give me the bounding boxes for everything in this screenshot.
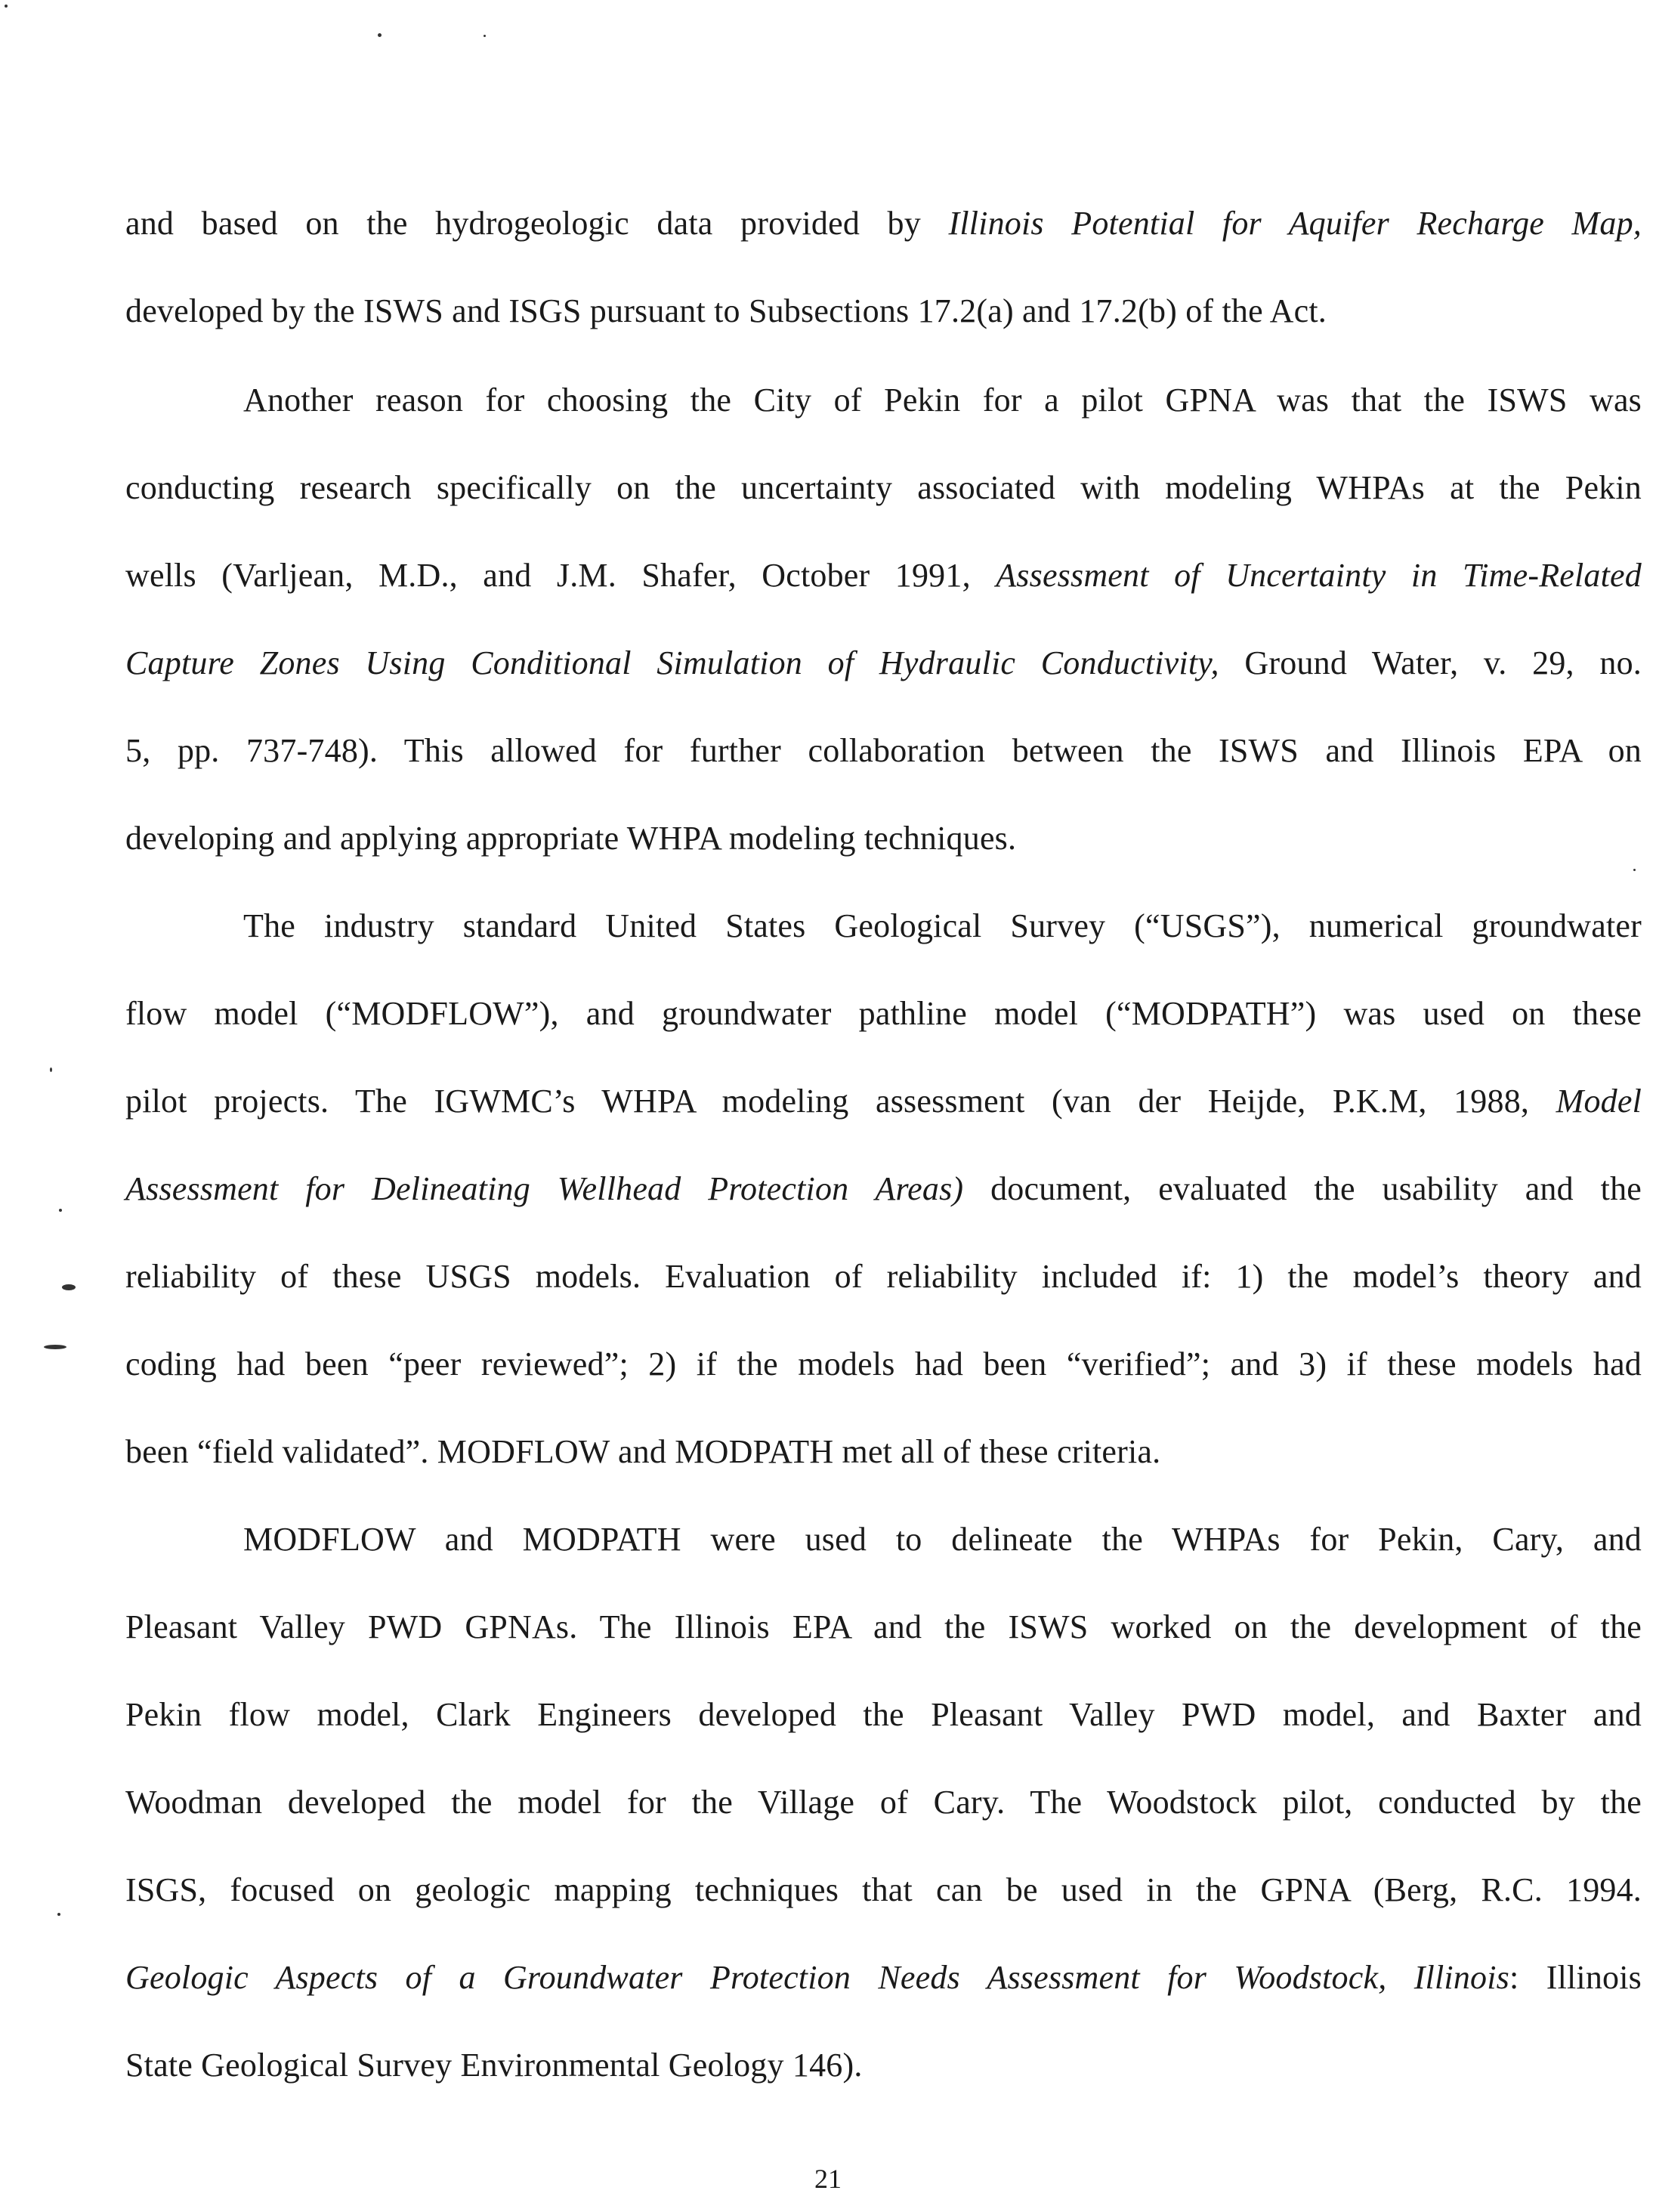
paragraph-3-line-1: The industry standard United States Geological Survey (“USGS”), numerical groundwater (243, 907, 1642, 944)
paragraph-3-line-2: flow model (“MODFLOW”), and groundwater pathline model (“MODPATH”) was used on these (125, 995, 1642, 1032)
paragraph-4-line-7: State Geological Survey Environmental Geology 146). (125, 2047, 863, 2084)
paragraph-1-line-2: developed by the ISWS and ISGS pursuant to Subsections 17.2(a) and 17.2(b) of the Act. (125, 292, 1327, 329)
paragraph-4-line-5: ISGS, focused on geologic mapping techniques that can be used in the GPNA (Berg, R.C. 1994. (125, 1871, 1642, 1908)
scan-speck (1633, 869, 1636, 871)
scan-speck (44, 1345, 66, 1349)
scan-speck (378, 33, 382, 37)
paragraph-2-line-6: developing and applying appropriate WHPA modeling techniques. (125, 820, 1017, 857)
page-number: 21 (814, 2164, 842, 2194)
scan-speck (57, 1913, 60, 1916)
scan-speck (50, 1067, 52, 1072)
paragraph-4-line-6: Geologic Aspects of a Groundwater Protection Needs Assessment for Woodstock, Illinois: Illinois (125, 1959, 1642, 1996)
paragraph-4-line-1: MODFLOW and MODPATH were used to delineate the WHPAs for Pekin, Cary, and (243, 1521, 1642, 1558)
paragraph-1-line-1: and based on the hydrogeologic data provided by Illinois Potential for Aquifer Recharge Map, (125, 205, 1642, 242)
scan-speck (59, 1209, 62, 1212)
paragraph-2-line-3: wells (Varljean, M.D., and J.M. Shafer, October 1991, Assessment of Uncertainty in Time-Related (125, 557, 1642, 594)
paragraph-2-line-5: 5, pp. 737-748). This allowed for further collaboration between the ISWS and Illinois EPA on (125, 732, 1642, 769)
paragraph-3-line-3: pilot projects. The IGWMC’s WHPA modeling assessment (van der Heijde, P.K.M, 1988, Model (125, 1083, 1642, 1120)
paragraph-3-line-4: Assessment for Delineating Wellhead Protection Areas) document, evaluated the usability and the (125, 1170, 1642, 1207)
paragraph-4-line-4: Woodman developed the model for the Village of Cary. The Woodstock pilot, conducted by the (125, 1784, 1642, 1821)
paragraph-4-line-3: Pekin flow model, Clark Engineers developed the Pleasant Valley PWD model, and Baxter and (125, 1696, 1642, 1733)
scan-speck (484, 35, 486, 37)
paragraph-2-line-2: conducting research specifically on the uncertainty associated with modeling WHPAs at the Pekin (125, 469, 1642, 506)
paragraph-2-line-4: Capture Zones Using Conditional Simulation of Hydraulic Conductivity, Ground Water, v. 29, no. (125, 644, 1642, 681)
paragraph-2-line-1: Another reason for choosing the City of Pekin for a pilot GPNA was that the ISWS was (243, 382, 1642, 419)
scan-speck (62, 1284, 76, 1290)
paragraph-4-line-2: Pleasant Valley PWD GPNAs. The Illinois EPA and the ISWS worked on the development of the (125, 1608, 1642, 1645)
paragraph-3-line-6: coding had been “peer reviewed”; 2) if the models had been “verified”; and 3) if these models had (125, 1345, 1642, 1382)
paragraph-3-line-7: been “field validated”. MODFLOW and MODPATH met all of these criteria. (125, 1433, 1161, 1470)
scan-speck (5, 5, 8, 8)
paragraph-3-line-5: reliability of these USGS models. Evaluation of reliability included if: 1) the model’s theory and (125, 1258, 1642, 1295)
